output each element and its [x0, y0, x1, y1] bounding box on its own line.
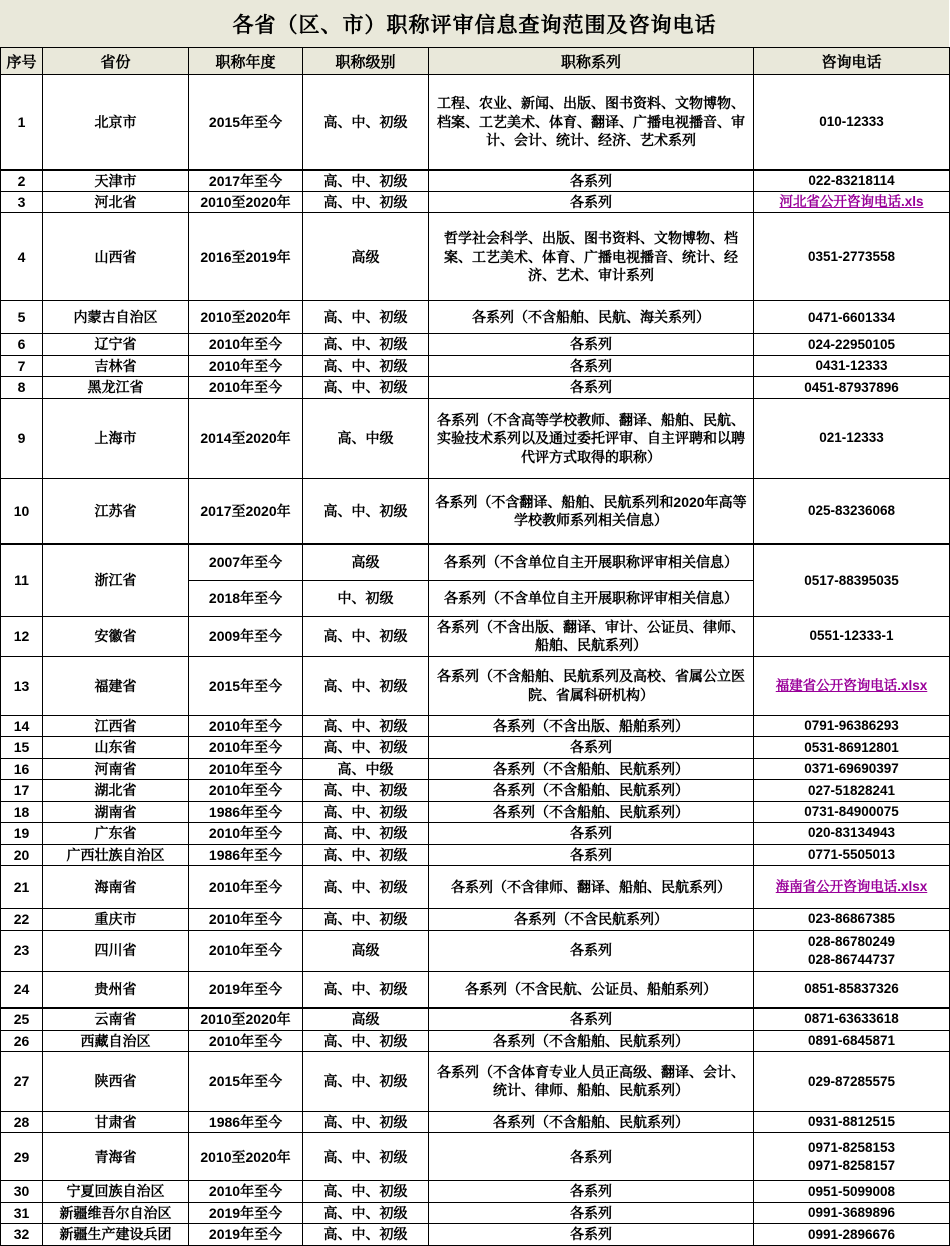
phone-cell: 0891-6845871 — [754, 1030, 950, 1051]
header-row — [1, 48, 950, 75]
title-level-cell: 高、中、初级 — [303, 1030, 429, 1051]
phone-cell: 023-86867385 — [754, 909, 950, 930]
table-row — [1, 971, 950, 1008]
province-cell: 天津市 — [43, 170, 189, 192]
title-year-cell: 2010至2020年 — [189, 1008, 303, 1030]
title-year-cell: 2010年至今 — [189, 866, 303, 909]
row-index-cell: 30 — [1, 1181, 43, 1202]
province-cell: 山东省 — [43, 737, 189, 758]
row-index-cell: 5 — [1, 301, 43, 334]
row-index-cell: 28 — [1, 1111, 43, 1132]
province-cell: 吉林省 — [43, 355, 189, 376]
table-body — [1, 75, 950, 1246]
table-row — [1, 1008, 950, 1030]
table-row — [1, 844, 950, 865]
province-cell: 福建省 — [43, 656, 189, 715]
column-header-level: 职称级别 — [303, 48, 429, 75]
table-row — [1, 737, 950, 758]
province-cell: 内蒙古自治区 — [43, 301, 189, 334]
province-cell: 辽宁省 — [43, 334, 189, 355]
province-cell: 广东省 — [43, 823, 189, 844]
table-row — [1, 301, 950, 334]
title-level-cell: 高级 — [303, 213, 429, 301]
table-row — [1, 334, 950, 355]
title-series-cell: 各系列 — [429, 1202, 754, 1223]
title-year-cell: 2016至2019年 — [189, 213, 303, 301]
phone-cell: 022-83218114 — [754, 170, 950, 192]
row-index-cell: 8 — [1, 377, 43, 398]
table-row — [1, 866, 950, 909]
title-series-cell: 各系列 — [429, 170, 754, 192]
row-index-cell: 9 — [1, 398, 43, 478]
phone-cell: 027-51828241 — [754, 780, 950, 801]
phone-cell: 028-86780249 028-86744737 — [754, 930, 950, 971]
column-header-year: 职称年度 — [189, 48, 303, 75]
row-index-cell: 20 — [1, 844, 43, 865]
title-year-cell: 2015年至今 — [189, 1051, 303, 1111]
table-row — [1, 1133, 950, 1181]
table-row — [1, 75, 950, 170]
title-series-cell: 各系列（不含船舶、民航系列） — [429, 1030, 754, 1051]
title-year-cell: 2010年至今 — [189, 355, 303, 376]
row-index-cell: 27 — [1, 1051, 43, 1111]
title-year-cell: 2010年至今 — [189, 737, 303, 758]
title-series-cell: 各系列 — [429, 737, 754, 758]
row-index-cell: 17 — [1, 780, 43, 801]
title-year-cell: 1986年至今 — [189, 801, 303, 822]
phone-cell: 024-22950105 — [754, 334, 950, 355]
title-year-cell: 2010年至今 — [189, 334, 303, 355]
province-cell: 江苏省 — [43, 478, 189, 544]
province-cell: 浙江省 — [43, 544, 189, 616]
province-cell: 北京市 — [43, 75, 189, 170]
title-level-cell: 高级 — [303, 930, 429, 971]
title-series-cell: 各系列 — [429, 930, 754, 971]
column-header-province: 省份 — [43, 48, 189, 75]
table-row — [1, 801, 950, 822]
table-row — [1, 1111, 950, 1132]
province-cell: 广西壮族自治区 — [43, 844, 189, 865]
title-year-cell: 2017至2020年 — [189, 478, 303, 544]
title-year-cell: 2010年至今 — [189, 930, 303, 971]
title-level-cell: 高、中级 — [303, 398, 429, 478]
table-row — [1, 1224, 950, 1245]
title-year-cell: 2019年至今 — [189, 1202, 303, 1223]
table-row — [1, 656, 950, 715]
row-index-cell: 1 — [1, 75, 43, 170]
province-cell: 重庆市 — [43, 909, 189, 930]
title-series-cell: 各系列（不含船舶、民航系列） — [429, 1111, 754, 1132]
province-cell: 贵州省 — [43, 971, 189, 1008]
title-series-cell: 各系列 — [429, 1181, 754, 1202]
title-level-cell: 高、中、初级 — [303, 737, 429, 758]
title-level-cell: 高级 — [303, 1008, 429, 1030]
title-level-cell: 高、中、初级 — [303, 656, 429, 715]
phone-cell: 021-12333 — [754, 398, 950, 478]
title-series-cell: 各系列（不含律师、翻译、船舶、民航系列） — [429, 866, 754, 909]
title-level-cell: 高、中、初级 — [303, 823, 429, 844]
title-series-cell: 各系列（不含民航系列） — [429, 909, 754, 930]
phone-cell: 0971-8258153 0971-8258157 — [754, 1133, 950, 1181]
title-level-cell: 高、中、初级 — [303, 1133, 429, 1181]
title-series-cell: 各系列（不含单位自主开展职称评审相关信息） — [429, 544, 754, 580]
title-year-cell: 2018年至今 — [189, 580, 303, 616]
title-level-cell: 高、中、初级 — [303, 1111, 429, 1132]
table-row — [1, 478, 950, 544]
title-level-cell: 高、中、初级 — [303, 844, 429, 865]
table-row — [1, 715, 950, 736]
row-index-cell: 14 — [1, 715, 43, 736]
province-cell: 四川省 — [43, 930, 189, 971]
title-series-cell: 各系列 — [429, 377, 754, 398]
phone-file-link[interactable]: 福建省公开咨询电话.xlsx — [775, 677, 928, 693]
phone-cell: 010-12333 — [754, 75, 950, 170]
province-cell: 黑龙江省 — [43, 377, 189, 398]
phone-cell: 029-87285575 — [754, 1051, 950, 1111]
title-year-cell: 2010至2020年 — [189, 1133, 303, 1181]
table-row — [1, 355, 950, 376]
row-index-cell: 6 — [1, 334, 43, 355]
column-header-index: 序号 — [1, 48, 43, 75]
title-year-cell: 2010至2020年 — [189, 191, 303, 212]
title-series-cell: 各系列 — [429, 1133, 754, 1181]
table-row — [1, 191, 950, 212]
title-series-cell: 各系列 — [429, 823, 754, 844]
row-index-cell: 25 — [1, 1008, 43, 1030]
table-row — [1, 398, 950, 478]
column-header-phone: 咨询电话 — [754, 48, 950, 75]
row-index-cell: 4 — [1, 213, 43, 301]
title-level-cell: 高、中、初级 — [303, 780, 429, 801]
title-year-cell: 1986年至今 — [189, 844, 303, 865]
row-index-cell: 13 — [1, 656, 43, 715]
title-level-cell: 高、中、初级 — [303, 866, 429, 909]
phone-cell: 0531-86912801 — [754, 737, 950, 758]
title-year-cell: 2015年至今 — [189, 656, 303, 715]
table-row — [1, 1051, 950, 1111]
province-cell: 海南省 — [43, 866, 189, 909]
title-year-cell: 2010年至今 — [189, 909, 303, 930]
title-year-cell: 2010年至今 — [189, 1030, 303, 1051]
title-series-cell: 各系列 — [429, 334, 754, 355]
province-cell: 新疆维吾尔自治区 — [43, 1202, 189, 1223]
title-series-cell: 哲学社会科学、出版、图书资料、文物博物、档案、工艺美术、体育、广播电视播音、统计、经济、艺术、审计系列 — [429, 213, 754, 301]
title-year-cell: 2017年至今 — [189, 170, 303, 192]
table-row — [1, 758, 950, 779]
title-level-cell: 高、中、初级 — [303, 1051, 429, 1111]
row-index-cell: 32 — [1, 1224, 43, 1245]
province-cell: 河南省 — [43, 758, 189, 779]
phone-file-link[interactable]: 海南省公开咨询电话.xlsx — [775, 879, 928, 895]
title-series-cell: 各系列 — [429, 191, 754, 212]
title-level-cell: 高、中、初级 — [303, 191, 429, 212]
phone-cell: 0451-87937896 — [754, 377, 950, 398]
phone-cell: 0851-85837326 — [754, 971, 950, 1008]
title-level-cell: 高、中、初级 — [303, 909, 429, 930]
province-cell: 西藏自治区 — [43, 1030, 189, 1051]
table-row — [1, 544, 950, 580]
phone-cell: 0371-69690397 — [754, 758, 950, 779]
row-index-cell: 3 — [1, 191, 43, 212]
title-year-cell: 2010至2020年 — [189, 301, 303, 334]
phone-cell: 0517-88395035 — [754, 544, 950, 616]
table-row — [1, 1181, 950, 1202]
title-level-cell: 高、中、初级 — [303, 301, 429, 334]
province-cell: 上海市 — [43, 398, 189, 478]
row-index-cell: 31 — [1, 1202, 43, 1223]
province-cell: 湖南省 — [43, 801, 189, 822]
title-level-cell: 高、中、初级 — [303, 1202, 429, 1223]
phone-cell: 0771-5505013 — [754, 844, 950, 865]
row-index-cell: 15 — [1, 737, 43, 758]
row-index-cell: 21 — [1, 866, 43, 909]
title-series-cell: 各系列（不含船舶、民航系列） — [429, 780, 754, 801]
province-cell: 江西省 — [43, 715, 189, 736]
province-cell: 安徽省 — [43, 616, 189, 656]
phone-cell: 0951-5099008 — [754, 1181, 950, 1202]
table-row — [1, 1030, 950, 1051]
title-year-cell: 2010年至今 — [189, 780, 303, 801]
province-cell: 甘肃省 — [43, 1111, 189, 1132]
phone-cell: 0991-2896676 — [754, 1224, 950, 1245]
title-series-cell: 各系列（不含船舶、民航系列） — [429, 758, 754, 779]
title-year-cell: 2007年至今 — [189, 544, 303, 580]
phone-cell — [754, 656, 950, 715]
table-row — [1, 909, 950, 930]
province-cell: 云南省 — [43, 1008, 189, 1030]
title-level-cell: 高、中、初级 — [303, 334, 429, 355]
phone-cell: 0471-6601334 — [754, 301, 950, 334]
page-title: 各省（区、市）职称评审信息查询范围及咨询电话 — [0, 0, 949, 47]
row-index-cell: 16 — [1, 758, 43, 779]
province-cell: 青海省 — [43, 1133, 189, 1181]
province-cell: 新疆生产建设兵团 — [43, 1224, 189, 1245]
phone-cell: 0431-12333 — [754, 355, 950, 376]
table-row — [1, 170, 950, 192]
province-cell: 湖北省 — [43, 780, 189, 801]
phone-cell: 020-83134943 — [754, 823, 950, 844]
phone-cell: 0991-3689896 — [754, 1202, 950, 1223]
title-year-cell: 2010年至今 — [189, 715, 303, 736]
title-series-cell: 各系列（不含船舶、民航系列及高校、省属公立医院、省属科研机构） — [429, 656, 754, 715]
title-level-cell: 高、中、初级 — [303, 170, 429, 192]
title-series-cell: 各系列（不含单位自主开展职称评审相关信息） — [429, 580, 754, 616]
row-index-cell: 29 — [1, 1133, 43, 1181]
title-series-cell: 各系列 — [429, 1008, 754, 1030]
title-year-cell: 1986年至今 — [189, 1111, 303, 1132]
title-series-cell: 各系列（不含高等学校教师、翻译、船舶、民航、实验技术系列以及通过委托评审、自主评聘和以聘代评方式取得的职称） — [429, 398, 754, 478]
title-year-cell: 2014至2020年 — [189, 398, 303, 478]
table-row — [1, 213, 950, 301]
table-row — [1, 1202, 950, 1223]
phone-cell: 0731-84900075 — [754, 801, 950, 822]
title-level-cell: 中、初级 — [303, 580, 429, 616]
phone-cell: 0351-2773558 — [754, 213, 950, 301]
title-level-cell: 高、中级 — [303, 758, 429, 779]
title-level-cell: 高级 — [303, 544, 429, 580]
phone-cell: 0931-8812515 — [754, 1111, 950, 1132]
title-year-cell: 2010年至今 — [189, 823, 303, 844]
table-row — [1, 377, 950, 398]
table-row — [1, 616, 950, 656]
title-series-cell: 各系列（不含翻译、船舶、民航系列和2020年高等学校教师系列相关信息） — [429, 478, 754, 544]
province-cell: 宁夏回族自治区 — [43, 1181, 189, 1202]
phone-cell: 0871-63633618 — [754, 1008, 950, 1030]
column-header-series: 职称系列 — [429, 48, 754, 75]
title-level-cell: 高、中、初级 — [303, 715, 429, 736]
table-row — [1, 780, 950, 801]
title-year-cell: 2010年至今 — [189, 1181, 303, 1202]
title-series-cell: 各系列 — [429, 355, 754, 376]
title-series-cell: 各系列 — [429, 1224, 754, 1245]
province-cell: 陕西省 — [43, 1051, 189, 1111]
title-year-cell: 2019年至今 — [189, 1224, 303, 1245]
row-index-cell: 7 — [1, 355, 43, 376]
title-year-cell: 2010年至今 — [189, 377, 303, 398]
row-index-cell: 19 — [1, 823, 43, 844]
title-series-cell: 各系列（不含体育专业人员正高级、翻译、会计、统计、律师、船舶、民航系列） — [429, 1051, 754, 1111]
phone-cell: 0791-96386293 — [754, 715, 950, 736]
phone-cell — [754, 191, 950, 212]
title-level-cell: 高、中、初级 — [303, 355, 429, 376]
phone-cell: 025-83236068 — [754, 478, 950, 544]
title-level-cell: 高、中、初级 — [303, 75, 429, 170]
title-series-cell: 各系列（不含船舶、民航、海关系列） — [429, 301, 754, 334]
phone-cell: 0551-12333-1 — [754, 616, 950, 656]
title-series-cell: 工程、农业、新闻、出版、图书资料、文物博物、档案、工艺美术、体育、翻译、广播电视播音、审计、会计、统计、经济、艺术系列 — [429, 75, 754, 170]
title-series-cell: 各系列（不含民航、公证员、船舶系列） — [429, 971, 754, 1008]
row-index-cell: 26 — [1, 1030, 43, 1051]
title-series-cell: 各系列（不含出版、翻译、审计、公证员、律师、船舶、民航系列） — [429, 616, 754, 656]
title-year-cell: 2015年至今 — [189, 75, 303, 170]
title-year-cell: 2009年至今 — [189, 616, 303, 656]
title-level-cell: 高、中、初级 — [303, 971, 429, 1008]
title-series-cell: 各系列（不含船舶、民航系列） — [429, 801, 754, 822]
title-level-cell: 高、中、初级 — [303, 801, 429, 822]
title-level-cell: 高、中、初级 — [303, 377, 429, 398]
title-review-table — [0, 47, 950, 1246]
row-index-cell: 23 — [1, 930, 43, 971]
phone-file-link[interactable]: 河北省公开咨询电话.xls — [779, 194, 924, 210]
title-level-cell: 高、中、初级 — [303, 616, 429, 656]
row-index-cell: 24 — [1, 971, 43, 1008]
province-cell: 河北省 — [43, 191, 189, 212]
row-index-cell: 12 — [1, 616, 43, 656]
title-level-cell: 高、中、初级 — [303, 1181, 429, 1202]
title-year-cell: 2019年至今 — [189, 971, 303, 1008]
title-level-cell: 高、中、初级 — [303, 478, 429, 544]
province-cell: 山西省 — [43, 213, 189, 301]
title-level-cell: 高、中、初级 — [303, 1224, 429, 1245]
title-year-cell: 2010年至今 — [189, 758, 303, 779]
phone-cell — [754, 866, 950, 909]
title-series-cell: 各系列 — [429, 844, 754, 865]
table-row — [1, 930, 950, 971]
row-index-cell: 22 — [1, 909, 43, 930]
row-index-cell: 2 — [1, 170, 43, 192]
row-index-cell: 11 — [1, 544, 43, 616]
row-index-cell: 10 — [1, 478, 43, 544]
table-row — [1, 823, 950, 844]
row-index-cell: 18 — [1, 801, 43, 822]
title-series-cell: 各系列（不含出版、船舶系列） — [429, 715, 754, 736]
